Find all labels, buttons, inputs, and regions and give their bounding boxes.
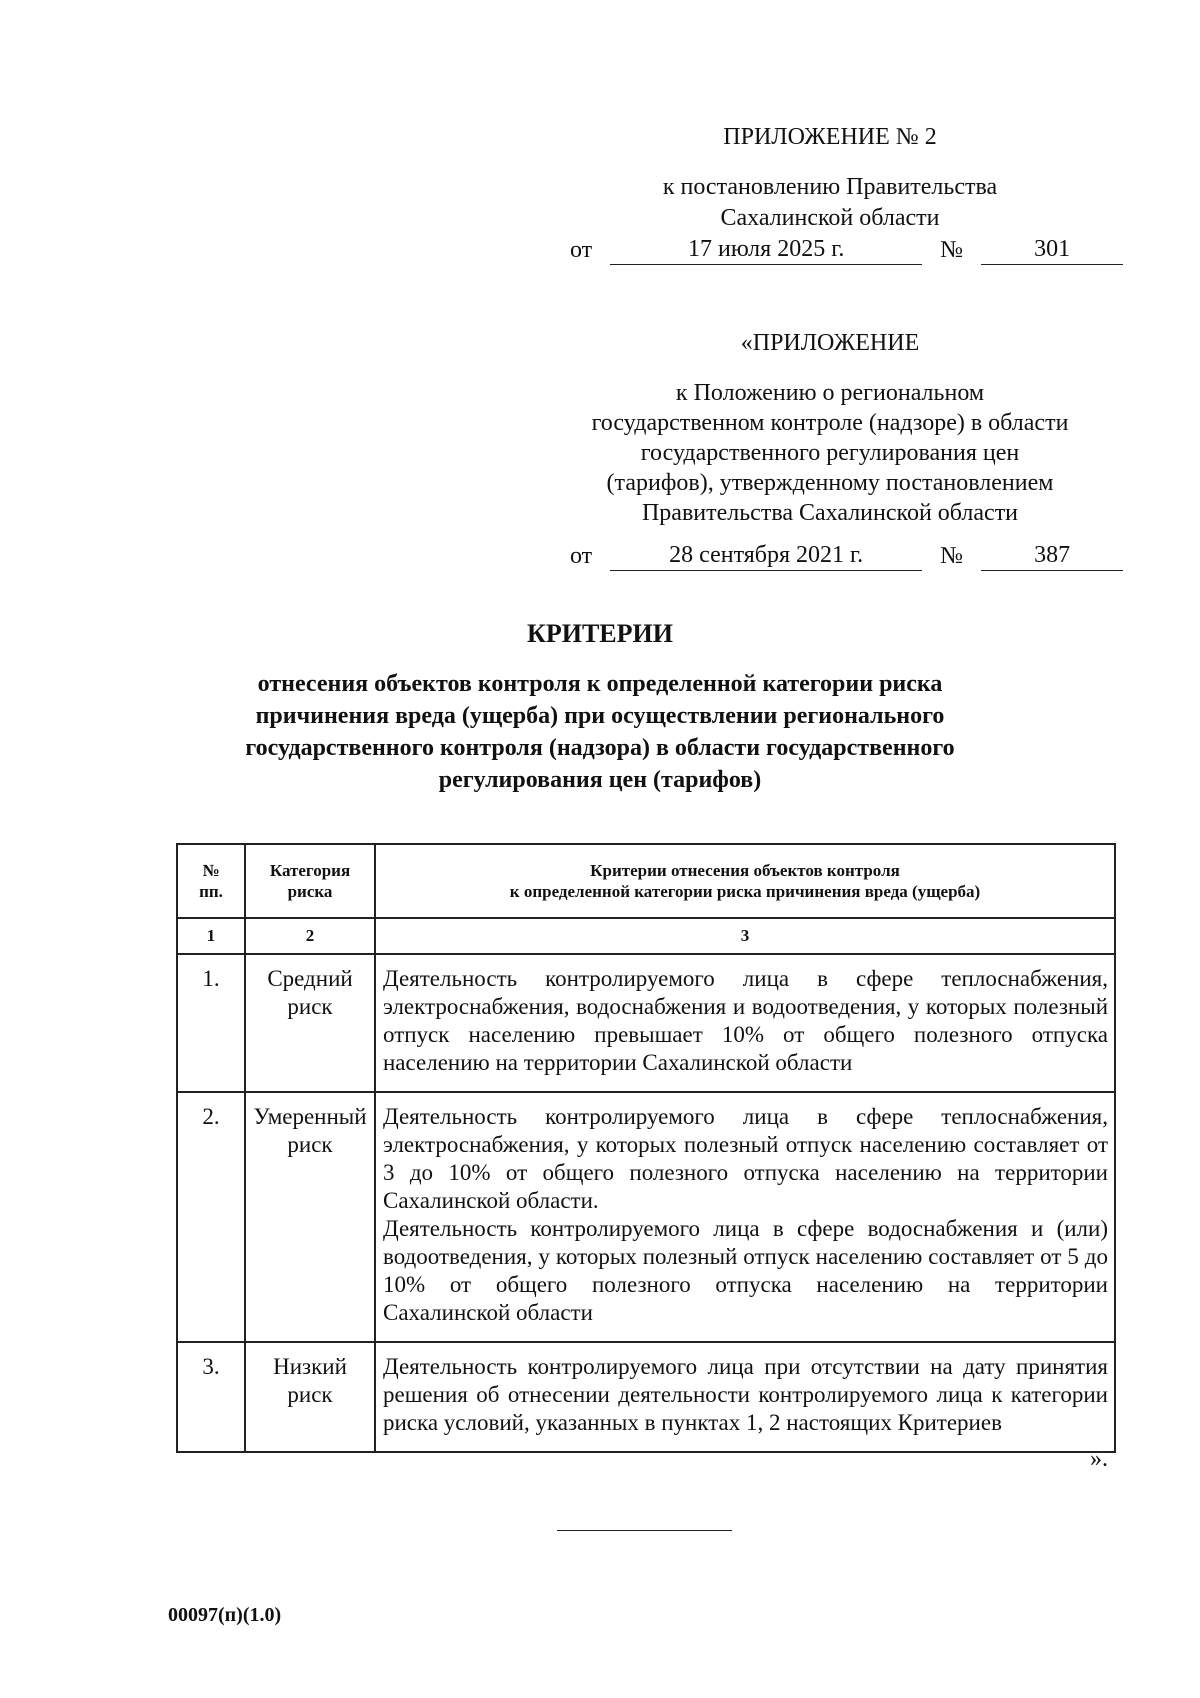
inner-appendix-lines xyxy=(540,378,1120,528)
table-row xyxy=(177,1342,1115,1452)
criteria-paragraph: Деятельность контролируемого лица в сфере теплоснабжения, электроснабжения, водоснабжения и водоотведения, у которых полезный отпуск населению превышает 10% от общего полезного отпуска населению на территории Сахалинской области xyxy=(383,966,1108,1075)
column-number: 3 xyxy=(375,918,1115,954)
appendix-date: 17 июля 2025 г. xyxy=(610,234,922,265)
inner-appendix-line: государственного регулирования цен xyxy=(640,440,1020,466)
row-number: 1. xyxy=(177,954,245,1092)
appendix-date-row xyxy=(570,234,1123,265)
number-sign: № xyxy=(940,543,964,569)
criteria-paragraph: Деятельность контролируемого лица в сфере водоснабжения и (или) водоотведения, у которых полезный отпуск населению составляет от 5 до 10% от общего полезного отпуска населению на территории Сахалинской области xyxy=(383,1216,1108,1325)
risk-category xyxy=(245,1092,375,1342)
header-num xyxy=(177,844,245,918)
risk-category-line: риск xyxy=(287,1382,333,1407)
appendix-line-1: к постановлению Правительства xyxy=(662,174,998,200)
criteria-paragraph: Деятельность контролируемого лица в сфере теплоснабжения, электроснабжения, у которых полезный отпуск населению составляет от 3 до 10% от общего полезного отпуска населению на территории Сахалинской области. xyxy=(383,1104,1108,1213)
column-numbers-row xyxy=(177,918,1115,954)
header-num-line: пп. xyxy=(199,882,223,901)
column-number: 1 xyxy=(177,918,245,954)
inner-appendix-line: государственном контроле (надзоре) в области xyxy=(591,410,1069,436)
row-number: 2. xyxy=(177,1092,245,1342)
header-category-line: риска xyxy=(287,882,333,901)
inner-appendix-line: к Положению о региональном xyxy=(675,380,985,406)
column-number: 2 xyxy=(245,918,375,954)
table-header-row xyxy=(177,844,1115,918)
header-num-line: № xyxy=(202,861,220,880)
appendix-number: 301 xyxy=(981,234,1123,265)
subtitle-line: отнесения объектов контроля к определенной категории риска xyxy=(257,671,943,697)
document-title: КРИТЕРИИ xyxy=(527,619,673,648)
appendix-line-2: Сахалинской области xyxy=(720,205,940,231)
header-criteria xyxy=(375,844,1115,918)
footer-code: 00097(п)(1.0) xyxy=(168,1604,282,1626)
risk-category-line: Низкий xyxy=(273,1354,347,1379)
risk-category-line: Средний xyxy=(267,966,353,991)
subtitle-line: регулирования цен (тарифов) xyxy=(438,767,762,793)
date-prefix: от xyxy=(570,237,593,263)
closing-quote-mark: ». xyxy=(1090,1446,1108,1472)
table-row xyxy=(177,954,1115,1092)
inner-appendix-line: (тарифов), утвержденному постановлением xyxy=(606,470,1054,496)
risk-criteria xyxy=(375,1342,1115,1452)
document-subtitle xyxy=(0,668,1200,796)
risk-criteria xyxy=(375,1092,1115,1342)
date-prefix: от xyxy=(570,543,593,569)
criteria-paragraph: Деятельность контролируемого лица при отсутствии на дату принятия решения об отнесении деятельности контролируемого лица к категории риска условий, указанных в пунктах 1, 2 настоящих Критериев xyxy=(383,1354,1108,1435)
risk-category-line: риск xyxy=(287,1132,333,1157)
table-row xyxy=(177,1092,1115,1342)
header-category xyxy=(245,844,375,918)
inner-appendix-title: «ПРИЛОЖЕНИЕ xyxy=(740,330,920,356)
risk-criteria xyxy=(375,954,1115,1092)
risk-category xyxy=(245,1342,375,1452)
risk-category-line: риск xyxy=(287,994,333,1019)
subtitle-line: государственного контроля (надзора) в области государственного xyxy=(245,735,955,761)
risk-category-line: Умеренный xyxy=(253,1104,367,1129)
number-sign: № xyxy=(940,237,964,263)
header-criteria-line: к определенной категории риска причинения вреда (ущерба) xyxy=(509,882,981,901)
subtitle-line: причинения вреда (ущерба) при осуществлении регионального xyxy=(255,703,945,729)
inner-appendix-line: Правительства Сахалинской области xyxy=(641,500,1019,526)
header-category-line: Категория xyxy=(269,861,351,880)
inner-appendix-date: 28 сентября 2021 г. xyxy=(610,540,922,571)
row-number: 3. xyxy=(177,1342,245,1452)
criteria-table xyxy=(176,843,1116,1453)
inner-appendix-date-row xyxy=(570,540,1123,571)
appendix-title: ПРИЛОЖЕНИЕ № 2 xyxy=(723,124,937,150)
inner-appendix-number: 387 xyxy=(981,540,1123,571)
separator-line xyxy=(557,1530,732,1531)
risk-category xyxy=(245,954,375,1092)
header-criteria-line: Критерии отнесения объектов контроля xyxy=(590,861,900,880)
